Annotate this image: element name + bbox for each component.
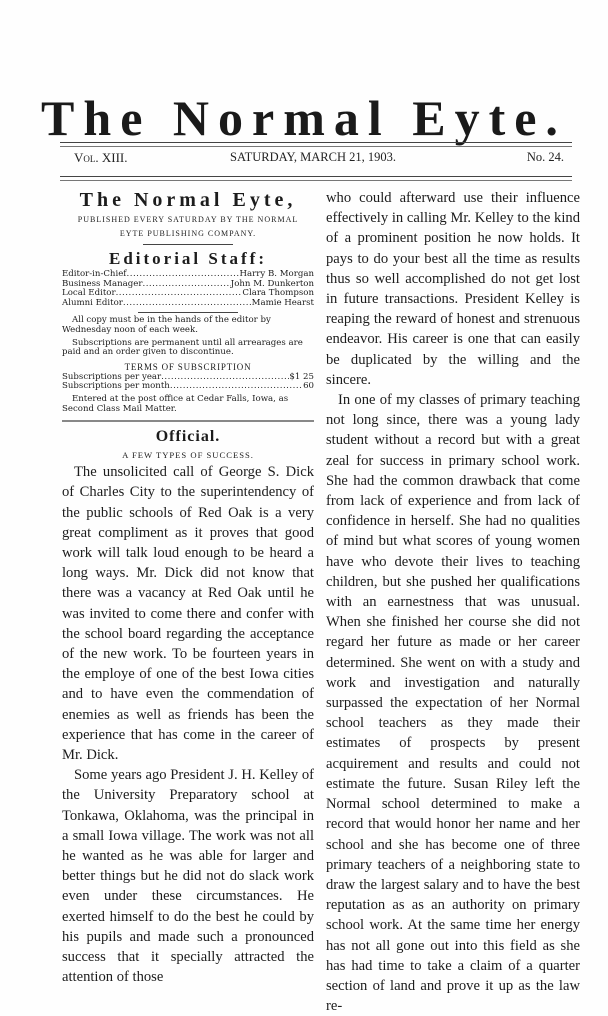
staff-role: Local Editor [62,288,116,299]
staff-name: Mamie Hearst [251,297,314,308]
article-paragraph: Some years ago President J. H. Kelley of the University Preparatory school at Tonkawa, Oklahoma, was the principal in a small Iowa village. The work was not all he wanted as he was able for larger and better things but he did not do slack work even under these circumstances. He exerted himself to do the best he could by his pupils and made such a pronounced success that it specially attracted the attention of those [62,767,314,986]
article-paragraph: who could afterward use their influence effectively in calling Mr. Kelley to the kind of a prominent position he now holds. It pays to do your best all the time as results thus so well accomplished do not get lost in future transactions. President Kelley is reaping the reward of honest and strenuous endeavor. His career is one that can easily be duplicated by the willing and the sincere. [326,190,580,388]
issue-number: No. 24. [526,150,564,164]
staff-name: John M. Dunkerton [230,278,314,289]
volume-number: Vol. XIII. [74,150,128,165]
staff-role: Alumni Editor [62,297,123,308]
issue-date: SATURDAY, MARCH 21, 1903. [230,150,397,164]
article-title: A FEW TYPES OF SUCCESS. [122,450,254,461]
staff-title: Editorial Staff: [108,249,268,268]
staff-row [62,299,314,309]
section-divider [62,420,314,422]
terms-price: $1 25 [289,371,314,382]
staff-role: Business Manager [62,278,143,289]
copy-deadline-note: All copy must be in the hands of the editor by Wednesday noon of each week. [62,315,271,335]
masthead-rule-bottom [60,176,572,181]
publisher-line: PUBLISHED EVERY SATURDAY BY THE NORMAL [77,215,299,224]
entry-note: Entered at the post office at Cedar Falls, Iowa, as Second Class Mail Matter. [62,393,289,414]
masthead-title: The Normal Eyte. [41,90,567,146]
staff-name: Harry B. Morgan [239,269,314,279]
subscription-note: Subscriptions are permanent until all arrearages are paid and an order given to discontinue. [62,337,303,358]
terms-row [62,382,314,392]
article-paragraph: In one of my classes of primary teaching not long since, there was a young lady student without a record but with a great zeal for success in primary school work. She had the common drawback that come from lack of experience and from lack of confidence in herself. She had no qualities of mind but what scores of young women have who devote their lives to teaching children, but she pushed her qualifications with an earnestness that was unusual. When she finished her course she did not regard her future as made or her career determined. She went on with a study and work and investigation and naturally surpassed the expectation of her Normal school teachers as they made their estimates of prospects by present acquirement and results and could not estimate the future. Susan Riley left the Normal school determined to make a record that would honor her name and her school and she has become one of three primary teachers of a neighboring state to draw the largest salary and to have the best reputation as as an authority on primary school work. At the same time her energy has not all gone out into this field as she has had time to take a claim of a quarter section of land and prove it up as the law re- [326,392,580,1015]
article-paragraph: The unsolicited call of George S. Dick of Charles City to the superintendency of the public schools of Red Oak is a very great compliment as it proves that good work will talk loud enough to be heard a long ways. Mr. Dick did not know that there was a vacancy at Red Oak until he was invited to come there and confer with the school board regarding the acceptance of the new work. To be fourteen years in the employe of one of the best Iowa cities and to have even the commendation of enemies as well as friends has been the experience that has come in the career of Mr. Dick. [62,464,314,763]
dateline [68,150,564,168]
paper-name: The Normal Eyte, [79,189,297,211]
terms-label: Subscriptions per month [62,381,170,392]
terms-title: TERMS OF SUBSCRIPTION [124,361,252,372]
terms-price: 60 [303,381,314,392]
terms-label: Subscriptions per year [62,371,162,382]
divider [143,244,233,245]
left-column [62,187,314,987]
divider [138,312,238,313]
publisher-line: EYTE PUBLISHING COMPANY. [119,229,257,238]
section-title: Official. [155,428,221,446]
right-column [326,188,580,1016]
staff-role: Editor-in-Chief [62,269,127,279]
masthead-rule-top [60,142,572,147]
staff-name: Clara Thompson [242,288,314,299]
